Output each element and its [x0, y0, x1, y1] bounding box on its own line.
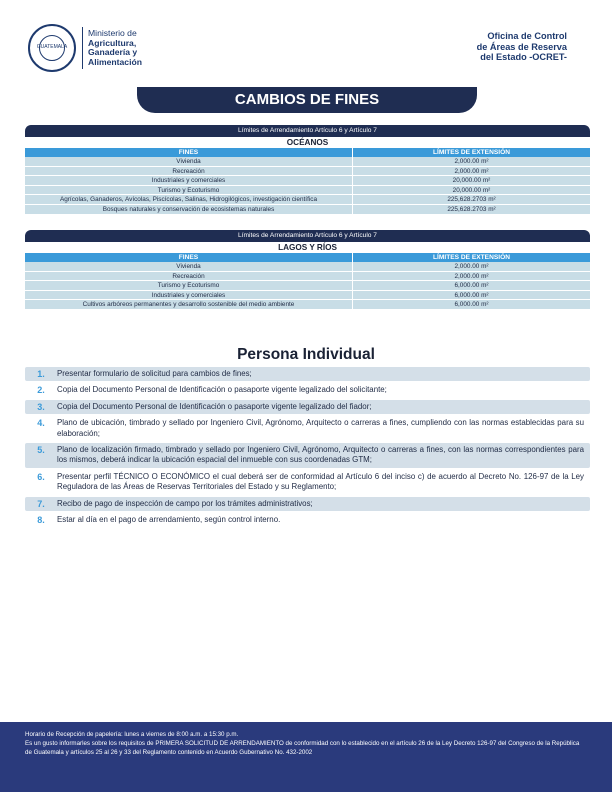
row-fin: Turismo y Ecoturismo [25, 281, 353, 290]
row-limite: 20,000.00 m² [452, 186, 491, 194]
logo-divider [82, 27, 83, 69]
row-fin: Bosques naturales y conservación de ecosistemas naturales [25, 205, 353, 214]
row-limite: 6,000.00 m² [454, 301, 489, 309]
row-limite: 6,000.00 m² [454, 282, 489, 290]
row-fin: Turismo y Ecoturismo [25, 186, 353, 195]
list-item [25, 513, 590, 527]
table-row [25, 186, 590, 196]
list-item [25, 367, 590, 381]
page-title: CAMBIOS DE FINES [137, 87, 477, 113]
footer [0, 722, 612, 792]
footer-schedule: Horario de Recepción de papelería: lunes a viernes de 8:00 a.m. a 15:30 p.m. [25, 731, 239, 738]
row-limite: 20,000.00 m² [452, 177, 491, 185]
guatemala-seal-icon [28, 24, 76, 72]
ministry-line: Ganadería y [88, 47, 138, 57]
item-text: Estar al día en el pago de arrendamiento, según control interno. [57, 515, 281, 525]
table-caption: Límites de Arrendamiento Artículo 6 y Artículo 7 [25, 125, 590, 137]
list-item [25, 497, 590, 511]
item-text: Presentar formulario de solicitud para cambios de fines; [57, 369, 252, 378]
table-row [25, 272, 590, 282]
item-text: Recibo de pago de inspección de campo por los trámites administrativos; [57, 498, 313, 508]
office-line: Oficina de Control [487, 31, 567, 41]
row-fin: Cultivos arbóreos permanentes y desarrollo sostenible del medio ambiente [25, 300, 353, 309]
table-header-row [25, 253, 590, 262]
table-row [25, 167, 590, 177]
item-number: 2. [37, 385, 45, 396]
column-header-limites: LÍMITES DE EXTENSIÓN [433, 149, 510, 156]
row-fin: Vivienda [25, 157, 353, 166]
row-fin: Industriales y comerciales [25, 291, 353, 300]
row-limite: 2,000.00 m² [454, 158, 489, 165]
ministry-name [88, 29, 142, 67]
row-limite: 6,000.00 m² [454, 291, 489, 299]
column-header-limites: LÍMITES DE EXTENSIÓN [433, 254, 510, 261]
list-item [25, 443, 590, 468]
item-number: 1. [37, 369, 45, 379]
oceanos-table [25, 125, 590, 215]
item-number: 8. [37, 515, 45, 526]
item-text: Copia del Documento Personal de Identificación o pasaporte vigente legalizado del solicitante; [57, 385, 387, 395]
list-item [25, 416, 590, 441]
table-row [25, 205, 590, 215]
table-subtitle: OCÉANOS [286, 138, 329, 147]
row-limite: 225,628.2703 m² [447, 205, 496, 213]
row-fin: Agrícolas, Ganaderos, Avícolas, Piscícolas, Salinas, Hidrogilógicos, investigación científica [25, 195, 353, 204]
table-row [25, 195, 590, 205]
ministry-line: Alimentación [88, 56, 142, 67]
row-limite: 225,628.2703 m² [447, 196, 496, 204]
ministry-line: Ministerio de [88, 28, 137, 38]
table-row [25, 262, 590, 272]
row-fin: Vivienda [25, 262, 353, 271]
list-item [25, 400, 590, 414]
column-header-fines: FINES [25, 148, 353, 157]
table-row [25, 281, 590, 291]
row-fin: Industriales y comerciales [25, 176, 353, 185]
item-number: 6. [37, 471, 45, 482]
row-fin: Recreación [25, 272, 353, 281]
row-limite: 2,000.00 m² [454, 167, 489, 175]
item-number: 5. [37, 445, 45, 456]
list-item [25, 470, 590, 495]
office-line: del Estado -OCRET- [480, 52, 567, 62]
item-text: Presentar perfil TÉCNICO O ECONÓMICO el cual deberá ser de conformidad al Artículo 6 del inciso c) de acuerdo al Decreto No. 126-97 de la Ley Reguladora de las Áreas de Reservas Territoriales del Estado y su Reglamento; [57, 471, 584, 492]
column-header-fines: FINES [25, 253, 353, 262]
table-row [25, 300, 590, 310]
row-fin: Recreación [25, 167, 353, 176]
office-line: de Áreas de Reserva [476, 41, 567, 52]
footer-legal-note: Es un gusto informarles sobre los requisitos de PRIMERA SOLICITUD DE ARRENDAMIENTO de conformidad con lo establecido en el artículo 26 de la Ley Decreto 126-97 del Congreso de la República de Guatemala y artículos 25 al 26 y 33 del Reglamento contenido en Acuerdo Gubernativo No. 432-2002 [25, 740, 580, 756]
item-number: 3. [37, 401, 45, 412]
item-number: 7. [37, 498, 45, 509]
section-title: Persona Individual [237, 346, 375, 363]
office-name [427, 31, 567, 63]
table-row [25, 157, 590, 167]
table-row [25, 291, 590, 301]
lagos-table [25, 230, 590, 310]
table-header-row [25, 148, 590, 157]
seal-text: GUATEMALA [36, 44, 68, 50]
row-limite: 2,000.00 m² [454, 263, 489, 270]
ministry-logo [28, 22, 158, 74]
item-text: Plano de ubicación, timbrado y sellado por Ingeniero Civil, Agrónomo, Arquitecto o carreras a fines, cumpliendo con las normas establecidas para su elaboración; [57, 418, 584, 438]
item-text: Plano de localización firmado, timbrado y sellado por Ingeniero Civil, Agrónomo, Arquitecto o carreras a fines, con las normas correspondientes para los mismos, deberá indicar la ubicación espacial del inmueble con sus coordenadas GTM; [57, 445, 584, 465]
item-text: Copia del Documento Personal de Identificación o pasaporte vigente legalizado del fiador; [57, 401, 372, 411]
table-subtitle: LAGOS Y RÍOS [278, 243, 337, 252]
table-caption: Límites de Arrendamiento Artículo 6 y Artículo 7 [25, 230, 590, 242]
table-row [25, 176, 590, 186]
list-item [25, 383, 590, 397]
ministry-line: Agricultura, [88, 37, 137, 48]
item-number: 4. [37, 418, 45, 429]
row-limite: 2,000.00 m² [454, 272, 489, 280]
requirements-list [25, 367, 590, 529]
